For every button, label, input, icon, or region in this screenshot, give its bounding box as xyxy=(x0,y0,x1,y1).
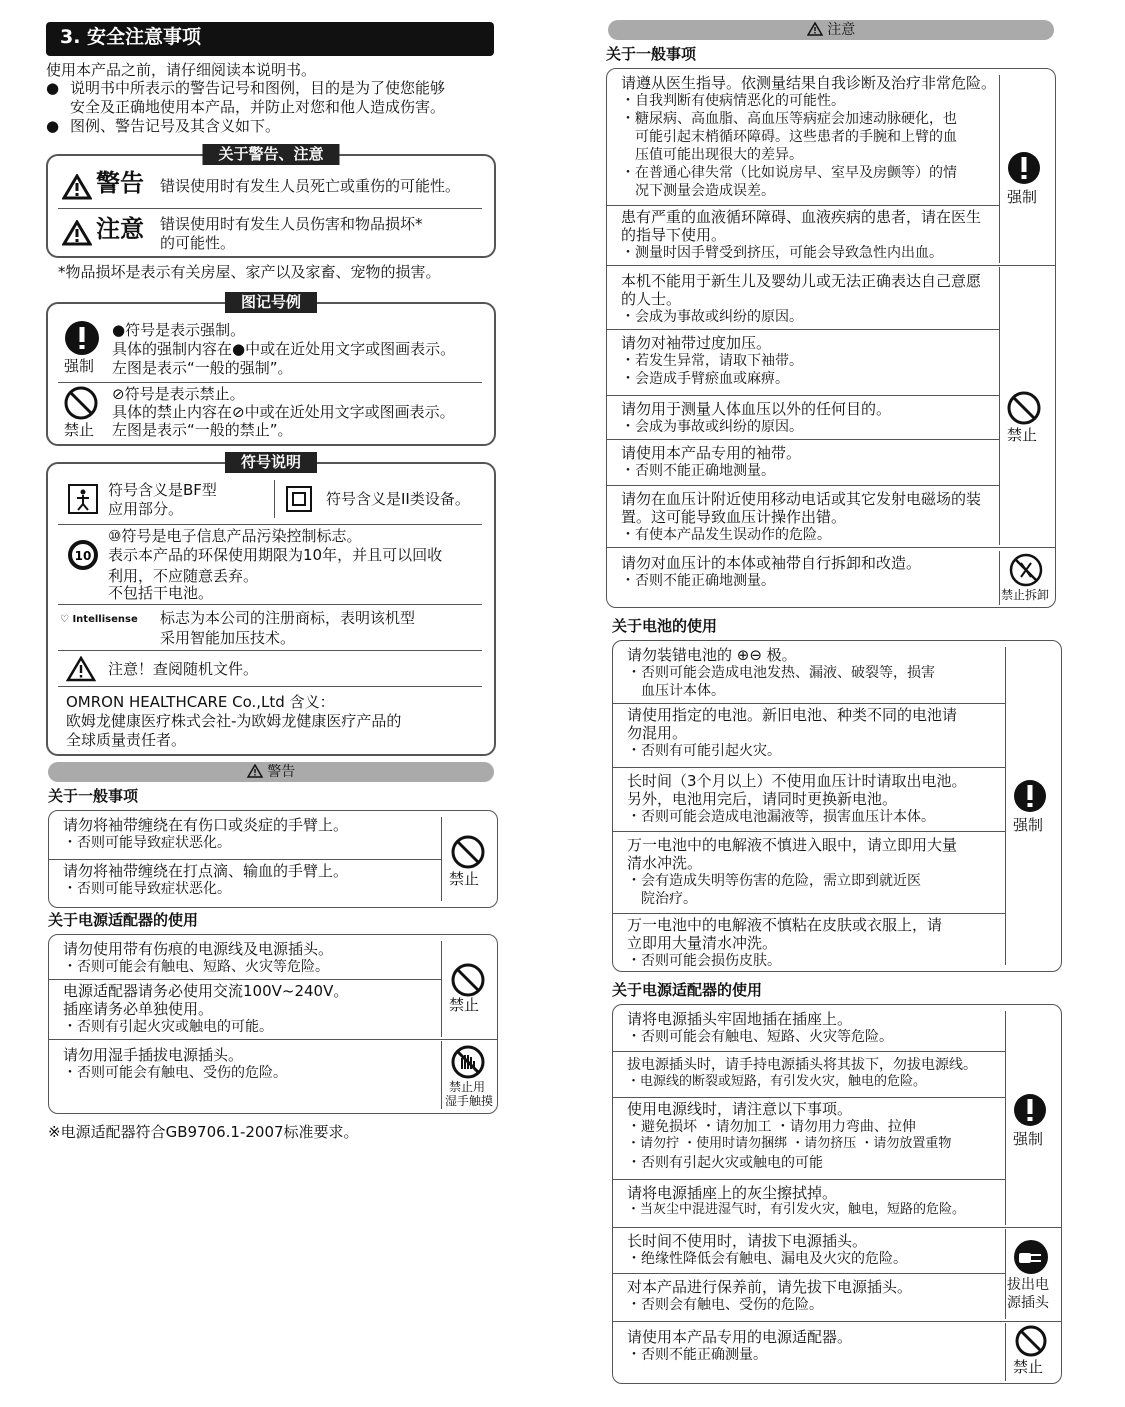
row-text: 患有严重的血液循环障碍、血液疾病的患者，请在医生 xyxy=(621,208,982,226)
row-text: 请勿在血压计附近使用移动电话或其它发射电磁场的装 xyxy=(621,490,982,508)
row-text: 请勿使用带有伤痕的电源线及电源插头。 xyxy=(63,940,334,958)
row-subtext: 可能引起末梢循环障碍。这些患者的手腕和上臂的血 xyxy=(635,129,957,145)
attention-text: 注意！查阅随机文件。 xyxy=(108,660,259,678)
attention-triangle-icon xyxy=(66,656,96,686)
omron-line3: 全球质量责任者。 xyxy=(66,731,187,749)
row-text: 请勿用湿手插拔电源插头。 xyxy=(63,1046,244,1064)
divider xyxy=(607,485,999,486)
battery-caution-table xyxy=(612,640,1062,972)
row-subtext: ・否则可能会有触电、受伤的危险。 xyxy=(63,1065,287,1081)
omron-line2: 欧姆龙健康医疗株式会社-为欧姆龙健康医疗产品的 xyxy=(66,712,402,730)
divider xyxy=(999,75,1000,263)
mandatory-icon xyxy=(1013,1093,1047,1131)
divider xyxy=(58,382,482,383)
row-subtext: ・否则可能会造成电池漏液等，损害血压计本体。 xyxy=(627,809,935,825)
divider xyxy=(441,817,442,901)
row-text: 本机不能用于新生儿及婴幼儿或无法正确表达自己意愿 xyxy=(621,272,982,290)
row-subtext: 况下测量会造成误差。 xyxy=(635,183,775,199)
row-subtext: ・有使本产品发生误动作的危险。 xyxy=(621,527,831,543)
row-text: 请将电源插头牢固地插在插座上。 xyxy=(627,1010,853,1028)
intellisense-logo: ♡ Intellisense xyxy=(60,614,138,625)
divider xyxy=(613,703,1005,704)
row-subtext: ・否则可能会有触电、短路、火灾等危险。 xyxy=(627,1029,893,1045)
row-text: 请勿用于测量人体血压以外的任何目的。 xyxy=(621,400,892,418)
footnote: *物品损坏是表示有关房屋、家产以及家畜、宠物的损害。 xyxy=(58,263,441,281)
caution-text-2: 的可能性。 xyxy=(160,234,236,252)
bullet2: 图例、警告记号及其含义如下。 xyxy=(70,117,281,135)
divider xyxy=(1005,1229,1006,1319)
no-disassembly-icon xyxy=(1009,553,1043,591)
divider xyxy=(999,267,1000,545)
bullet1-line1: 说明书中所表示的警告记号和图例，目的是为了使您能够 xyxy=(70,79,446,97)
row-text: 使用电源线时，请注意以下事项。 xyxy=(627,1100,853,1118)
category-adapter: 关于电源适配器的使用 xyxy=(48,911,199,929)
divider xyxy=(999,551,1000,605)
icon-label: 禁止 xyxy=(449,870,480,888)
env-line4: 不包括干电池。 xyxy=(108,584,214,602)
adapter-note: ※电源适配器符合GB9706.1-2007标准要求。 xyxy=(48,1123,359,1141)
category-adapter: 关于电源适配器的使用 xyxy=(612,981,763,999)
row-text: 插座请务必单独使用。 xyxy=(63,1000,214,1018)
row-text: 万一电池中的电解液不慎进入眼中，请立即用大量 xyxy=(627,836,958,854)
caution-label: 注意 xyxy=(96,215,144,243)
divider xyxy=(613,1273,1005,1274)
icon-label: 强制 xyxy=(1013,1130,1044,1148)
band-label: 注意 xyxy=(827,22,856,38)
prohibit-line2: 具体的禁止内容在⊘中或在近处用文字或图画表示。 xyxy=(112,403,455,421)
prohibition-icon xyxy=(1015,1325,1047,1361)
divider xyxy=(607,395,999,396)
icon-label: 禁止 xyxy=(449,996,480,1014)
row-subtext: ・会有造成失明等伤害的危险，需立即到就近医 xyxy=(627,873,921,889)
prohibition-icon xyxy=(64,386,98,424)
divider xyxy=(441,941,442,1037)
row-subtext: ・会成为事故或纠纷的原因。 xyxy=(621,309,803,325)
icon-label: 禁止 xyxy=(1007,426,1038,444)
bullet1-line2: 安全及正确地使用本产品，并防止对您和他人造成伤害。 xyxy=(70,98,446,116)
intelli-line1: 标志为本公司的注册商标，表明该机型 xyxy=(160,609,416,627)
band-label: 警告 xyxy=(267,764,296,780)
divider xyxy=(441,1041,442,1109)
row-text: 请勿将袖带缠绕在打点滴、输血的手臂上。 xyxy=(63,862,349,880)
symbol-examples-box xyxy=(46,293,496,446)
divider xyxy=(613,1227,1061,1228)
row-text: 清水冲洗。 xyxy=(627,854,703,872)
divider xyxy=(49,1039,497,1040)
warning-triangle-icon xyxy=(62,174,92,204)
row-subtext: 血压计本体。 xyxy=(641,683,725,699)
row-subtext: ・当灰尘中混进湿气时，有引发火灾，触电，短路的危险。 xyxy=(627,1202,966,1217)
row-subtext: ・否则不能正确地测量。 xyxy=(621,463,775,479)
intro-text: 使用本产品之前，请仔细阅读本说明书。 xyxy=(46,61,317,79)
icon-label: 强制 xyxy=(1007,188,1038,206)
divider xyxy=(1005,1011,1006,1225)
row-subtext: ・否则有引起火灾或触电的可能。 xyxy=(63,1019,273,1035)
divider xyxy=(607,265,1055,266)
row-text: 请勿对袖带过度加压。 xyxy=(621,334,772,352)
env-line1: ⑩符号是电子信息产品污染控制标志。 xyxy=(108,527,362,545)
warning-caution-box xyxy=(46,145,496,258)
category-general: 关于一般事项 xyxy=(48,787,139,805)
row-subtext: ・绝缘性降低会有触电、漏电及火灾的危险。 xyxy=(627,1251,907,1267)
row-subtext: 院治疗。 xyxy=(641,891,697,907)
force-label: 强制 xyxy=(64,357,95,375)
row-text: 请使用指定的电池。新旧电池、种类不同的电池请 xyxy=(627,706,958,724)
row-subtext: ・否则有引起火灾或触电的可能 xyxy=(627,1155,823,1171)
row-text: 长时间不使用时，请拔下电源插头。 xyxy=(627,1232,868,1250)
prohibit-label: 禁止 xyxy=(64,421,95,439)
divider xyxy=(613,767,1005,768)
divider xyxy=(49,859,441,860)
row-subtext: ・否则可能会损伤皮肤。 xyxy=(627,953,781,969)
bf-line1: 符号含义是BF型 xyxy=(108,481,217,499)
row-subtext: 压值可能出现很大的差异。 xyxy=(635,147,803,163)
divider xyxy=(58,208,482,209)
divider xyxy=(613,913,1005,914)
divider xyxy=(58,686,482,687)
no-wet-hands-icon xyxy=(451,1045,485,1083)
category-general: 关于一般事项 xyxy=(606,45,697,63)
row-text: 电源适配器请务必使用交流100V~240V。 xyxy=(63,982,349,1000)
divider xyxy=(613,1051,1005,1052)
omron-line1: OMRON HEALTHCARE Co.,Ltd 含义： xyxy=(66,693,335,711)
row-subtext: ・否则可能会有触电、短路、火灾等危险。 xyxy=(63,959,329,975)
row-text: 请使用本产品专用的袖带。 xyxy=(621,444,802,462)
row-text: 拔电源插头时，请手持电源插头将其拔下，勿拔电源线。 xyxy=(627,1057,977,1073)
row-text: 置。这可能导致血压计操作出错。 xyxy=(621,508,847,526)
icon-label: 湿手触摸 xyxy=(445,1094,494,1108)
row-subtext: ・否则会有触电、受伤的危险。 xyxy=(627,1297,823,1313)
warning-triangle-icon xyxy=(247,764,263,778)
row-text: 请将电源插座上的灰尘擦拭掉。 xyxy=(627,1184,838,1202)
unplug-icon xyxy=(1013,1239,1049,1279)
force-line1: ●符号是表示强制。 xyxy=(112,321,246,339)
category-battery: 关于电池的使用 xyxy=(612,617,718,635)
row-text: 请遵从医生指导。依测量结果自我诊断及治疗非常危险。 xyxy=(621,74,997,92)
divider xyxy=(58,524,482,525)
warn-text: 错误使用时有发生人员死亡或重伤的可能性。 xyxy=(160,177,461,195)
row-subtext: ・否则可能会造成电池发热、漏液、破裂等，损害 xyxy=(627,665,935,681)
adapter-caution-table xyxy=(612,1004,1062,1384)
row-subtext: ・避免损坏 ・请勿加工 ・请勿用力弯曲、拉伸 xyxy=(627,1119,916,1135)
row-subtext: ・电源线的断裂或短路，有引发火灾，触电的危险。 xyxy=(627,1074,927,1089)
class2-icon xyxy=(286,486,312,516)
force-line3: 左图是表示“一般的强制”。 xyxy=(112,359,293,377)
row-subtext: ・请勿拧 ・使用时请勿捆绑 ・请勿挤压 ・请勿放置重物 xyxy=(627,1136,952,1151)
divider xyxy=(1005,1323,1006,1381)
intelli-line2: 采用智能加压技术。 xyxy=(160,629,296,647)
row-text: 请勿装错电池的 ⊕⊖ 极。 xyxy=(627,646,797,664)
bullet-dot-icon: ● xyxy=(46,117,60,135)
icon-label: 拔出电 xyxy=(1007,1277,1049,1293)
env-line2: 表示本产品的环保使用期限为10年，并且可以回收 xyxy=(108,546,443,564)
prohibit-line3: 左图是表示“一般的禁止”。 xyxy=(112,421,293,439)
divider xyxy=(607,439,999,440)
row-text: 万一电池中的电解液不慎粘在皮肤或衣服上，请 xyxy=(627,916,943,934)
svg-text:10: 10 xyxy=(74,549,92,563)
divider xyxy=(1005,647,1006,965)
row-subtext: ・会造成手臂瘀血或麻痹。 xyxy=(621,371,789,387)
caution-triangle-icon xyxy=(62,220,92,250)
divider xyxy=(58,650,482,651)
row-subtext: ・否则不能正确测量。 xyxy=(627,1347,767,1363)
icon-label: 源插头 xyxy=(1007,1295,1049,1311)
symbol-explanation-box xyxy=(46,453,496,756)
row-subtext: ・测量时因手臂受到挤压，可能会导致急性内出血。 xyxy=(621,245,943,261)
row-subtext: ・若发生异常，请取下袖带。 xyxy=(621,353,803,369)
warn-label: 警告 xyxy=(96,169,144,197)
row-subtext: ・自我判断有使病情恶化的可能性。 xyxy=(621,93,845,109)
row-text: 的人士。 xyxy=(621,290,682,308)
mandatory-icon xyxy=(1007,151,1041,189)
divider xyxy=(58,604,482,605)
icon-label: 禁止 xyxy=(1013,1358,1044,1376)
row-subtext: ・糖尿病、高血脂、高血压等病症会加速动脉硬化，也 xyxy=(621,111,957,127)
bullet-dot-icon: ● xyxy=(46,79,60,97)
row-subtext: ・否则有可能引起火灾。 xyxy=(627,743,781,759)
icon-label: 禁止拆卸 xyxy=(1001,588,1050,602)
divider xyxy=(607,205,999,206)
prohibition-icon xyxy=(451,835,485,873)
prohibit-line1: ⊘符号是表示禁止。 xyxy=(112,385,245,403)
box-title: 图记号例 xyxy=(225,292,317,313)
divider xyxy=(49,979,441,980)
caution-band xyxy=(608,20,1054,40)
mandatory-icon xyxy=(1013,779,1047,817)
caution-triangle-icon xyxy=(807,22,823,36)
divider xyxy=(613,831,1005,832)
divider xyxy=(613,1097,1005,1098)
caution-text-1: 错误使用时有发生人员伤害和物品损坏* xyxy=(160,215,423,233)
row-text: 请勿将袖带缠绕在有伤口或炎症的手臂上。 xyxy=(63,816,349,834)
divider xyxy=(613,1321,1061,1322)
row-subtext: ・否则可能导致症状恶化。 xyxy=(63,881,231,897)
row-text: 长时间（3个月以上）不使用血压计时请取出电池。 xyxy=(627,772,967,790)
environment-10-icon xyxy=(68,540,98,574)
adapter-warning-table xyxy=(48,934,498,1114)
row-subtext: ・否则不能正确地测量。 xyxy=(621,573,775,589)
box-title: 符号说明 xyxy=(225,452,317,473)
divider xyxy=(274,480,275,518)
icon-label: 强制 xyxy=(1013,816,1044,834)
row-subtext: ・会成为事故或纠纷的原因。 xyxy=(621,419,803,435)
icon-label: 禁止用 xyxy=(449,1080,486,1094)
force-line2: 具体的强制内容在●中或在近处用文字或图画表示。 xyxy=(112,340,456,358)
mandatory-icon xyxy=(64,320,100,360)
row-subtext: ・在普通心律失常（比如说房早、室早及房颤等）的情 xyxy=(621,165,957,181)
bf-line2: 应用部分。 xyxy=(108,500,184,518)
class2-text: 符号含义是II类设备。 xyxy=(326,490,470,508)
row-text: 请勿对血压计的本体或袖带自行拆卸和改造。 xyxy=(621,554,922,572)
row-text: 的指导下使用。 xyxy=(621,226,727,244)
divider xyxy=(607,329,999,330)
section-title: 3. 安全注意事项 xyxy=(46,22,494,56)
bf-type-icon xyxy=(68,484,98,518)
warning-band xyxy=(48,762,494,782)
general-caution-table xyxy=(606,68,1056,608)
row-text: 勿混用。 xyxy=(627,724,688,742)
row-text: 对本产品进行保养前，请先拔下电源插头。 xyxy=(627,1278,913,1296)
divider xyxy=(613,1179,1005,1180)
row-text: 立即用大量清水冲洗。 xyxy=(627,934,778,952)
divider xyxy=(607,547,1055,548)
row-text: 请使用本产品专用的电源适配器。 xyxy=(627,1328,853,1346)
prohibition-icon xyxy=(1007,391,1041,429)
env-line3: 利用，不应随意丢弃。 xyxy=(108,567,259,585)
box-title: 关于警告、注意 xyxy=(202,144,339,165)
row-subtext: ・否则可能导致症状恶化。 xyxy=(63,835,231,851)
general-warning-table xyxy=(48,810,498,908)
row-text: 另外，电池用完后，请同时更换新电池。 xyxy=(627,790,898,808)
